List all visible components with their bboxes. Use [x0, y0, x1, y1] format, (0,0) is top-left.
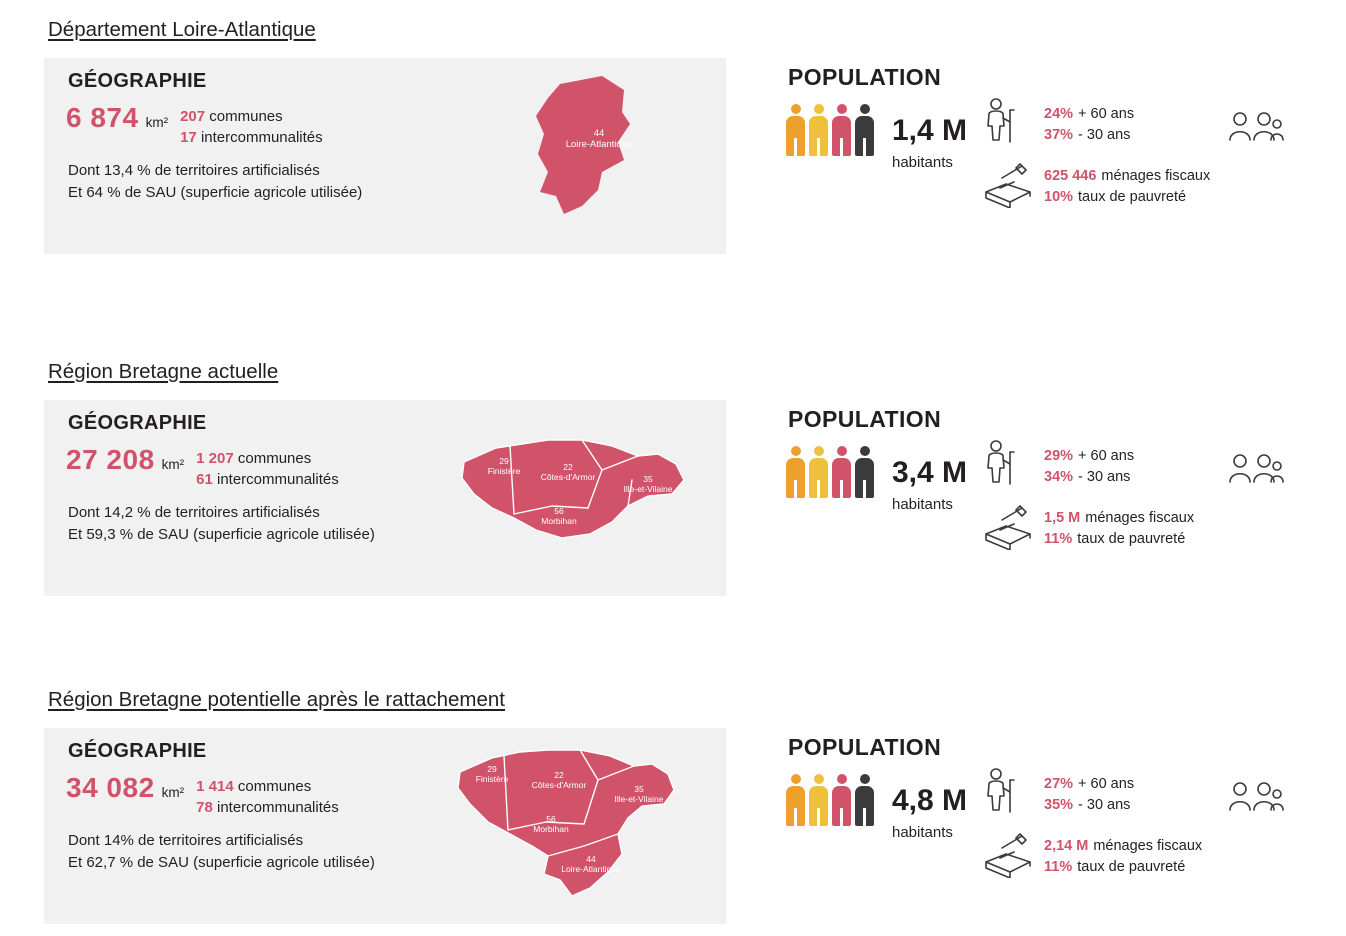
intercommunalites-label: intercommunalités: [217, 799, 339, 816]
population-people-icons: [786, 104, 874, 156]
stat-households: 2,14 M ménages fiscaux: [1044, 838, 1203, 854]
map-loire-atlantique: [452, 68, 702, 248]
person-icon-1: [786, 446, 805, 498]
note-sau: Et 62,7 % de SAU (superficie agricole utilisée): [68, 854, 375, 871]
stat-under-30: 34% - 30 ans: [1044, 469, 1131, 485]
age-stat-rows: [1044, 774, 1134, 816]
communes-line: [196, 776, 339, 797]
population-total: 4,8 M: [892, 784, 968, 817]
stat-over-60: 24% + 60 ans: [1044, 106, 1135, 122]
geography-panel: [44, 400, 726, 596]
person-icon-3: [832, 774, 851, 826]
population-heading: POPULATION: [788, 734, 942, 760]
family-group-icon: [1226, 108, 1284, 147]
elder-person-icon: [980, 766, 1020, 823]
ballot-box-icon: [980, 504, 1036, 555]
map-label-35: 35 Ille-et-Vilaine: [614, 784, 664, 804]
map-shape-svg: [452, 68, 702, 248]
population-total-label: habitants: [892, 154, 953, 171]
area-unit: km²: [161, 785, 185, 800]
map-label-22: 22 Côtes-d'Armor: [531, 770, 587, 790]
person-icon-4: [855, 104, 874, 156]
population-people-icons: [786, 446, 874, 498]
family-group-icon: [1226, 450, 1284, 489]
area-unit: km²: [161, 457, 185, 472]
geography-panel: [44, 58, 726, 254]
household-stat-rows: [1044, 508, 1194, 550]
stat-under-30: 37% - 30 ans: [1044, 127, 1131, 143]
person-icon-1: [786, 774, 805, 826]
geography-notes: [68, 160, 362, 204]
stat-over-60: 27% + 60 ans: [1044, 776, 1135, 792]
intercommunalites-line: [180, 127, 323, 148]
geography-notes: [68, 830, 375, 874]
population-heading: POPULATION: [788, 406, 942, 432]
intercommunalites-count: 78: [196, 799, 213, 816]
person-icon-3: [832, 104, 851, 156]
area-value: 6 874: [66, 102, 139, 133]
map-bretagne-loire-atlantique: [452, 738, 702, 918]
geography-key-figures: [66, 772, 339, 814]
population-panel: [780, 400, 1320, 590]
household-stat-rows: [1044, 166, 1210, 208]
communes-label: communes: [237, 778, 312, 795]
map-shape-svg: [452, 410, 702, 590]
map-label-56: 56 Morbihan: [533, 814, 569, 834]
person-icon-4: [855, 446, 874, 498]
intercommunalites-count: 61: [196, 471, 213, 488]
age-stat-rows: [1044, 104, 1134, 146]
geography-key-figures: [66, 444, 339, 486]
map-label-22: 22 Côtes-d'Armor: [540, 462, 596, 482]
intercommunalites-label: intercommunalités: [200, 129, 323, 146]
map-shape-svg: [452, 738, 702, 918]
intercommunalites-label: intercommunalités: [217, 471, 339, 488]
stat-poverty-rate: 10% taux de pauvreté: [1044, 189, 1187, 205]
note-artificialised: Dont 14,2 % de territoires artificialisés: [68, 504, 320, 521]
population-total-label: habitants: [892, 824, 953, 841]
geography-heading: GÉOGRAPHIE: [68, 70, 207, 92]
ballot-box-icon: [980, 832, 1036, 883]
note-artificialised: Dont 14% de territoires artificialisés: [68, 832, 304, 849]
intercommunalites-line: [196, 797, 339, 818]
communes-label: communes: [209, 108, 283, 125]
communes-label: communes: [237, 450, 312, 467]
note-artificialised: Dont 13,4 % de territoires artificialisés: [68, 162, 320, 179]
map-bretagne: [452, 410, 702, 590]
stat-over-60: 29% + 60 ans: [1044, 448, 1135, 464]
stat-under-30: 35% - 30 ans: [1044, 797, 1131, 813]
person-icon-2: [809, 446, 828, 498]
communes-count: 1 414: [196, 778, 234, 795]
family-group-icon: [1226, 778, 1284, 817]
geography-heading: GÉOGRAPHIE: [68, 740, 207, 762]
person-icon-3: [832, 446, 851, 498]
map-label-44: 44 Loire-Atlantique: [561, 854, 621, 874]
map-label-35: 35 Ille-et-Vilaine: [623, 474, 673, 494]
note-sau: Et 64 % de SAU (superficie agricole utilisée): [68, 184, 363, 201]
elder-person-icon: [980, 438, 1020, 495]
geography-panel: [44, 728, 726, 924]
ballot-box-icon: [980, 162, 1036, 213]
stat-households: 1,5 M ménages fiscaux: [1044, 510, 1195, 526]
geography-key-figures: [66, 102, 323, 144]
person-icon-4: [855, 774, 874, 826]
person-icon-1: [786, 104, 805, 156]
map-region-44: [536, 76, 630, 214]
stat-households: 625 446 ménages fiscaux: [1044, 168, 1211, 184]
population-total-label: habitants: [892, 496, 953, 513]
person-icon-2: [809, 104, 828, 156]
section-title: Département Loire-Atlantique: [48, 18, 316, 41]
map-label-44: 44 Loire-Atlantique: [565, 128, 633, 150]
population-panel: [780, 58, 1320, 248]
map-label-29: 29 Finistère: [487, 456, 521, 476]
intercommunalites-count: 17: [180, 129, 197, 146]
stat-poverty-rate: 11% taux de pauvreté: [1044, 531, 1186, 547]
population-people-icons: [786, 774, 874, 826]
population-panel: [780, 728, 1320, 918]
communes-line: [180, 106, 323, 127]
population-total: 1,4 M: [892, 114, 968, 147]
age-stat-rows: [1044, 446, 1134, 488]
communes-count: 1 207: [196, 450, 234, 467]
geography-notes: [68, 502, 375, 546]
area-unit: km²: [145, 115, 169, 130]
person-icon-2: [809, 774, 828, 826]
intercommunalites-line: [196, 469, 339, 490]
stat-poverty-rate: 11% taux de pauvreté: [1044, 859, 1186, 875]
note-sau: Et 59,3 % de SAU (superficie agricole utilisée): [68, 526, 375, 543]
area-value: 27 208: [66, 444, 155, 475]
area-value: 34 082: [66, 772, 155, 803]
map-region-bretagne: [462, 440, 684, 538]
population-heading: POPULATION: [788, 64, 942, 90]
household-stat-rows: [1044, 836, 1202, 878]
elder-person-icon: [980, 96, 1020, 153]
communes-count: 207: [180, 108, 206, 125]
map-label-56: 56 Morbihan: [541, 506, 577, 526]
population-total: 3,4 M: [892, 456, 968, 489]
geography-heading: GÉOGRAPHIE: [68, 412, 207, 434]
map-label-29: 29 Finistère: [475, 764, 509, 784]
section-title: Région Bretagne potentielle après le rattachement: [48, 688, 505, 711]
communes-line: [196, 448, 339, 469]
section-title: Région Bretagne actuelle: [48, 360, 279, 383]
